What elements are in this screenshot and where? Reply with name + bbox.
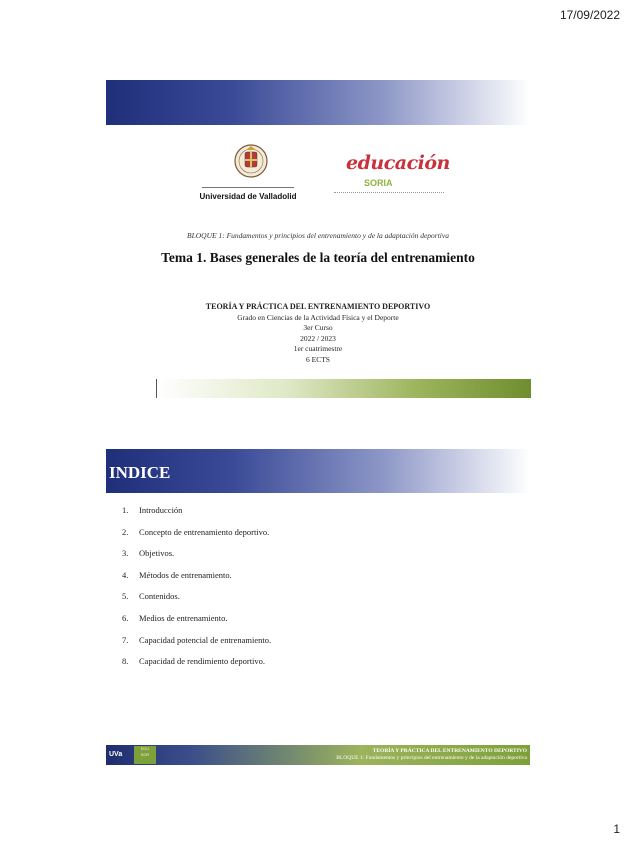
logos-row bbox=[106, 140, 530, 210]
course-year: 3er Curso bbox=[303, 323, 333, 332]
toc-number: 5. bbox=[122, 591, 129, 602]
footer-course-title: TEORÍA Y PRÁCTICA DEL ENTRENAMIENTO DEPORTIVO bbox=[372, 748, 527, 754]
toc-item bbox=[122, 548, 271, 570]
toc-label: Concepto de entrenamiento deportivo. bbox=[139, 526, 270, 537]
edu-footer-line: SOR bbox=[140, 752, 150, 757]
course-degree: Grado en Ciencias de la Actividad Física y el Deporte bbox=[237, 312, 399, 322]
toc-label: Introducción bbox=[139, 505, 183, 515]
toc-item bbox=[122, 656, 271, 678]
university-seal-icon bbox=[234, 142, 268, 180]
toc-label: Objetivos. bbox=[139, 548, 175, 559]
index-header-band bbox=[106, 449, 530, 493]
toc-label: Capacidad potencial de entrenamiento. bbox=[139, 634, 272, 645]
edu-footer-line: EDU bbox=[140, 746, 150, 751]
footer-gradient-band bbox=[156, 379, 531, 398]
toc-item bbox=[122, 505, 271, 527]
toc-number: 7. bbox=[122, 634, 129, 645]
toc-number: 6. bbox=[122, 612, 129, 623]
tema-title: Tema 1. Bases generales de la teoría del entrenamiento bbox=[161, 250, 475, 265]
toc-number: 3. bbox=[122, 548, 129, 559]
educacion-footer-logo bbox=[134, 746, 156, 764]
course-academic-year: 2022 / 2023 bbox=[300, 333, 336, 343]
educacion-wordmark: educación bbox=[346, 152, 450, 174]
course-semester: 1er cuatrimestre bbox=[293, 344, 343, 353]
table-of-contents bbox=[122, 505, 271, 678]
toc-label: Capacidad de rendimiento deportivo. bbox=[139, 656, 266, 667]
course-ects: 6 ECTS bbox=[306, 354, 330, 364]
toc-label: Medios de entrenamiento. bbox=[139, 612, 228, 623]
toc-item bbox=[122, 635, 271, 657]
uva-footer-logo: UVa bbox=[109, 751, 123, 758]
index-slide bbox=[106, 447, 530, 765]
toc-number: 8. bbox=[122, 656, 129, 667]
footer-bloque: BLOQUE 1: Fundamentos y principios del entrenamiento y de la adaptación deportiva bbox=[336, 755, 527, 761]
toc-label: Contenidos. bbox=[139, 591, 180, 602]
course-title: TEORÍA Y PRÁCTICA DEL ENTRENAMIENTO DEPORTIVO bbox=[205, 302, 431, 311]
toc-item bbox=[122, 570, 271, 592]
toc-number: 4. bbox=[122, 569, 129, 580]
logo-tagline-line bbox=[334, 192, 444, 197]
course-info bbox=[106, 302, 530, 365]
page-date: 17/09/2022 bbox=[559, 8, 620, 22]
index-title: INDICE bbox=[109, 463, 171, 482]
slide-footer bbox=[106, 745, 530, 765]
bloque-subtitle: BLOQUE 1: Fundamentos y principios del entrenamiento y de la adaptación deportiva bbox=[187, 231, 449, 240]
page-number: 1 bbox=[613, 822, 620, 836]
title-slide bbox=[106, 80, 530, 398]
soria-wordmark: SORIA bbox=[364, 178, 393, 188]
toc-item bbox=[122, 613, 271, 635]
uva-divider bbox=[202, 187, 294, 188]
educacion-soria-logo bbox=[334, 148, 450, 208]
header-gradient-band bbox=[106, 80, 530, 125]
uva-logo bbox=[198, 140, 298, 206]
uva-name: Universidad de Valladolid bbox=[199, 192, 297, 201]
toc-number: 1. bbox=[122, 505, 129, 515]
footer-text bbox=[336, 748, 527, 762]
toc-item bbox=[122, 591, 271, 613]
toc-number: 2. bbox=[122, 526, 129, 537]
toc-label: Métodos de entrenamiento. bbox=[139, 569, 232, 580]
toc-item bbox=[122, 527, 271, 549]
